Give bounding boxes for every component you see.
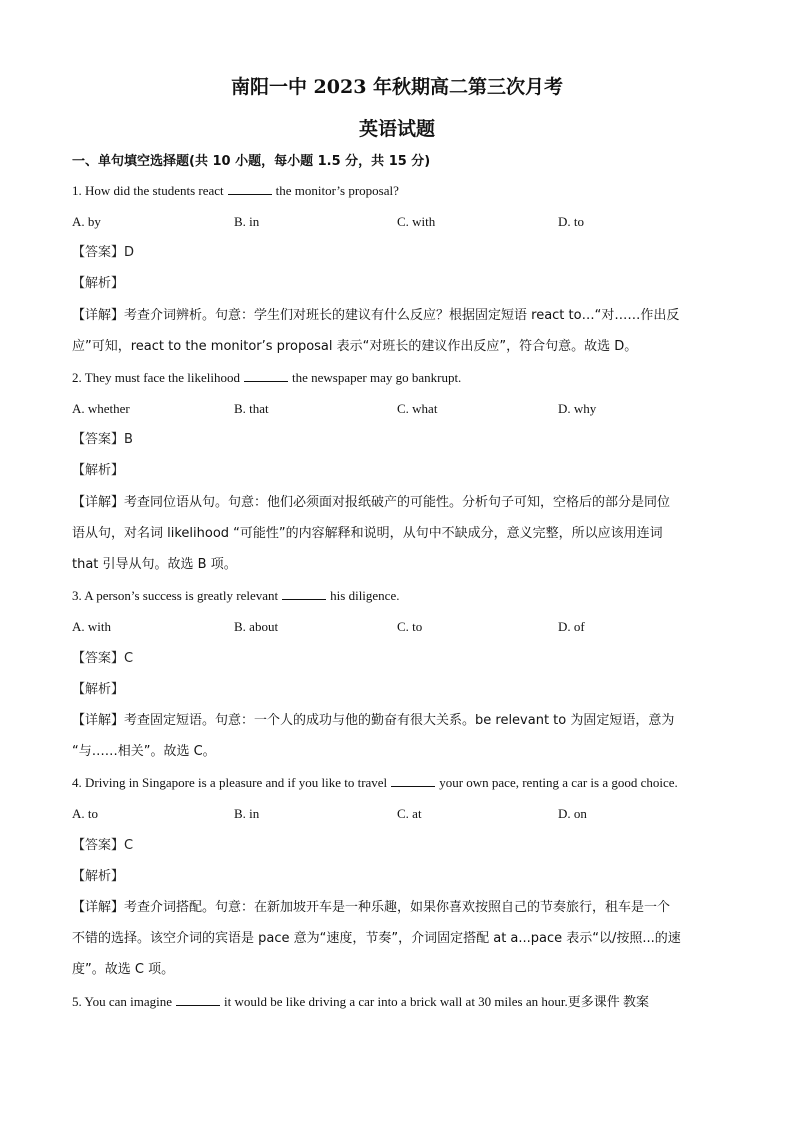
detail-line: 【详解】考查介词辨析。句意：学生们对班长的建议有什么反应？根据固定短语 react to…“对……作出反 — [72, 308, 680, 323]
answer-label: 【答案】B — [72, 432, 133, 447]
question-stem-text: your own pace, renting a car is a good choice. — [439, 775, 678, 790]
answer-blank — [176, 994, 220, 1006]
option-d: D. to — [558, 214, 584, 229]
question-1-stem — [72, 182, 732, 200]
detail-line: 度”。故选 C 项。 — [72, 962, 175, 977]
option-c: C. with — [397, 214, 436, 229]
option-d: D. why — [558, 401, 597, 416]
answer-blank — [282, 588, 326, 600]
option-b: B. in — [234, 806, 260, 821]
option-d: D. on — [558, 806, 587, 821]
section-heading: 一、单句填空选择题(共 10 小题，每小题 1.5 分，共 15 分) — [72, 154, 431, 169]
option-a: A. whether — [72, 401, 130, 416]
analysis-label: 【解析】 — [72, 869, 125, 884]
detail-line: “与……相关”。故选 C。 — [72, 744, 216, 759]
question-2-stem — [72, 369, 732, 387]
detail-line: 【详解】考查介词搭配。句意：在新加坡开车是一种乐趣，如果你喜欢按照自己的节奏旅行，租车是一个 — [72, 900, 671, 915]
option-a: A. by — [72, 214, 101, 229]
question-stem-text: his diligence. — [330, 588, 400, 603]
detail-line: 不错的选择。该空介词的宾语是 pace 意为“速度，节奏”，介词固定搭配 at a...pace 表示“以/按照...的速 — [72, 931, 681, 946]
question-stem-text: 4. Driving in Singapore is a pleasure and if you like to travel — [72, 775, 388, 790]
detail-line: 应”可知，react to the monitor’s proposal 表示“对班长的建议作出反应”，符合句意。故选 D。 — [72, 339, 638, 354]
question-stem-text: 5. You can imagine — [72, 994, 173, 1009]
question-5-stem — [72, 993, 732, 1011]
answer-label: 【答案】C — [72, 651, 134, 666]
option-a: A. to — [72, 806, 98, 821]
detail-line: 语从句，对名词 likelihood “可能性”的内容解释和说明，从句中不缺成分，意义完整，所以应该用连词 — [72, 526, 663, 541]
analysis-label: 【解析】 — [72, 682, 125, 697]
detail-line: 【详解】考查固定短语。句意：一个人的成功与他的勤奋有很大关系。be relevant to 为固定短语，意为 — [72, 713, 675, 728]
question-3-stem — [72, 587, 732, 605]
detail-line: 【详解】考查同位语从句。句意：他们必须面对报纸破产的可能性。分析句子可知，空格后的部分是同位 — [72, 495, 671, 510]
option-c: C. at — [397, 806, 422, 821]
analysis-label: 【解析】 — [72, 276, 125, 291]
analysis-label: 【解析】 — [72, 463, 125, 478]
option-a: A. with — [72, 619, 111, 634]
option-b: B. that — [234, 401, 269, 416]
answer-label: 【答案】C — [72, 838, 134, 853]
option-c: C. to — [397, 619, 423, 634]
option-d: D. of — [558, 619, 585, 634]
question-stem-text: the monitor’s proposal? — [275, 183, 399, 198]
exam-subtitle: 英语试题 — [358, 118, 435, 140]
answer-blank — [228, 183, 272, 195]
answer-blank — [244, 370, 288, 382]
question-stem-text: it would be like driving a car into a brick wall at 30 miles an hour.更多课件 教案 — [224, 994, 649, 1009]
exam-title: 南阳一中 2023 年秋期高二第三次月考 — [230, 76, 564, 98]
option-b: B. about — [234, 619, 279, 634]
option-c: C. what — [397, 401, 438, 416]
question-stem-text: 1. How did the students react — [72, 183, 224, 198]
question-stem-text: the newspaper may go bankrupt. — [292, 370, 462, 385]
question-stem-text: 3. A person’s success is greatly relevant — [72, 588, 279, 603]
question-4-stem — [72, 774, 732, 792]
answer-blank — [391, 775, 435, 787]
detail-line: that 引导从句。故选 B 项。 — [72, 557, 237, 572]
answer-label: 【答案】D — [72, 245, 135, 260]
option-b: B. in — [234, 214, 260, 229]
question-stem-text: 2. They must face the likelihood — [72, 370, 240, 385]
